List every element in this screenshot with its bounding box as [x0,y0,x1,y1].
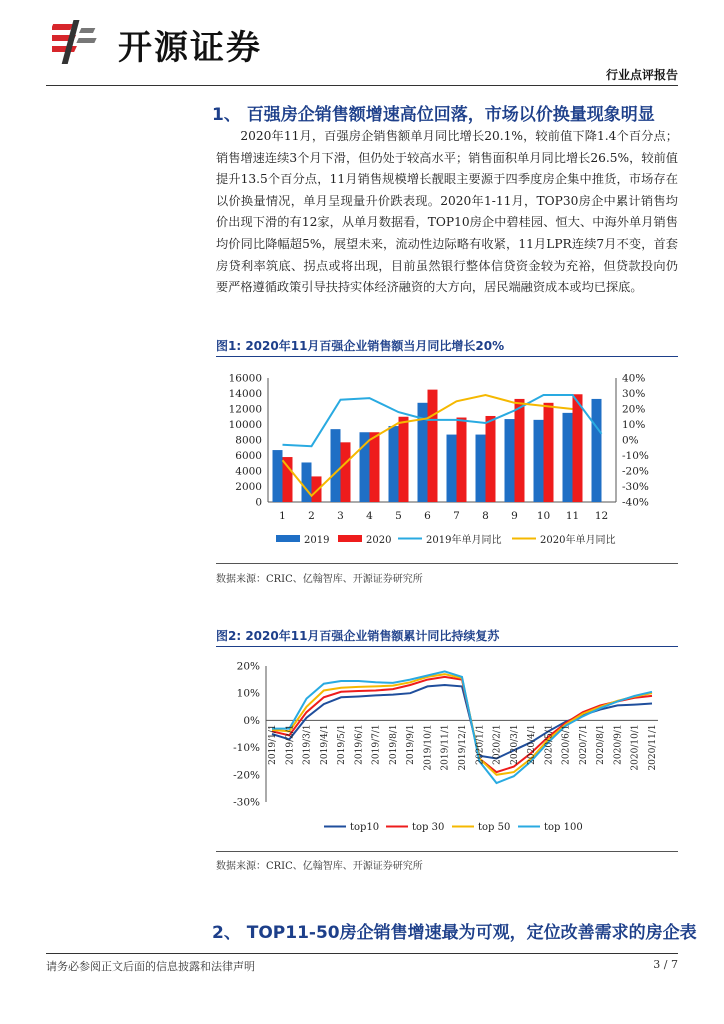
y2-tick-label: -10% [622,450,649,462]
y-tick-label: 10000 [228,419,262,431]
x-tick-label: 2020/8/1 [596,724,607,765]
figure-1-chart [216,360,678,560]
section-2-title: 2、 TOP11-50房企销售增速最为可观，定位改善需求的房企表 [212,923,697,943]
y2-tick-label: 0% [622,434,639,447]
y-tick-label: 2000 [235,481,262,493]
legend-label: top 100 [544,822,583,833]
figure-2-title: 图2: 2020年11月百强企业销售额累计同比持续复苏 [216,629,500,643]
bar-2019 [563,413,573,502]
y-tick-label: 8000 [235,434,262,447]
legend-label: 2019 [304,535,330,546]
y-tick-label: 12000 [228,403,262,416]
x-tick-label: 2020/7/1 [578,724,589,765]
footer-divider [46,953,678,954]
x-tick-label: 2019/2/1 [285,724,296,765]
x-tick-label: 2019/11/1 [440,724,451,771]
legend-label: top 30 [412,822,445,833]
footer-disclaimer: 请务必参阅正文后面的信息披露和法律声明 [46,960,255,973]
x-tick-label: 2020/5/1 [544,724,555,765]
x-tick-label: 2019/10/1 [423,724,434,771]
x-tick-label: 1 [279,510,286,522]
bar-2020 [341,442,351,502]
bar-2019 [476,435,486,502]
y2-tick-label: -40% [622,496,649,509]
report-type-label: 行业点评报告 [605,68,678,82]
x-tick-label: 5 [395,510,402,522]
x-tick-label: 4 [366,510,373,522]
legend-label: 2020年单月同比 [540,535,616,546]
x-tick-label: 6 [424,510,431,522]
x-tick-label: 2019/5/1 [337,724,348,765]
figure-1-top-rule [216,356,678,357]
bar-2019 [389,426,399,502]
x-tick-label: 11 [565,510,580,522]
x-tick-label: 9 [511,510,518,522]
figure-2-top-rule [216,646,678,647]
y-tick-label: -10% [233,742,260,755]
y-tick-label: 16000 [228,372,262,385]
legend-label: top10 [350,822,380,833]
figure-1-source: 数据来源：CRIC、亿翰智库、开源证券研究所 [216,574,423,585]
bar-2020 [312,476,322,502]
bar-2020 [486,416,496,502]
x-tick-label: 2019/12/1 [458,724,468,771]
y-tick-label: 20% [236,660,260,673]
figure-1-bottom-rule [216,563,678,564]
figure-2-bottom-rule [216,851,678,852]
bar-2019 [447,435,457,502]
x-tick-label: 10 [536,510,551,522]
legend-swatch [338,535,362,542]
figure-1-title: 图1: 2020年11月百强企业销售额当月同比增长20% [216,339,505,353]
x-tick-label: 2020/3/1 [509,724,520,765]
x-tick-label: 2019/9/1 [406,724,417,765]
figure-2-chart [216,650,678,845]
y2-tick-label: 20% [622,403,646,416]
x-tick-label: 8 [482,510,489,522]
y2-tick-label: 30% [622,388,646,400]
x-tick-label: 7 [453,510,460,522]
x-tick-label: 2 [308,510,315,522]
legend-label: top 50 [478,822,511,833]
y-tick-label: -20% [233,769,260,782]
x-tick-label: 2020/10/1 [630,724,641,771]
figure-2-source: 数据来源：CRIC、亿翰智库、开源证券研究所 [216,861,423,872]
bar-2019 [534,420,544,502]
x-tick-label: 2019/6/1 [354,724,365,765]
bar-2020 [573,394,583,502]
x-tick-label: 2019/1/1 [268,724,278,765]
x-tick-label: 2020/9/1 [613,724,624,765]
x-tick-label: 2019/8/1 [388,724,399,765]
bar-2019 [505,419,515,502]
bar-2019 [592,399,602,502]
y2-tick-label: 10% [622,419,646,431]
bar-2020 [544,403,554,502]
section-1-paragraph: 2020年11月，百强房企销售额单月同比增长20.1%，较前值下降1.4个百分点；销售增速连续3个月下滑，但仍处于较高水平；销售面积单月同比增长26.5%，较前值提升13.5个百分点，11月销售规模增长靓眼主要源于四季度房企集中推货，市场存在以价换量情况，单月呈现量升价跌表现。2020年1-11月，TOP30房企中累计销售均价出现下滑的有12家，从单月数据看，TOP10房企中碧桂园、恒大、中海外单月销售均价同比降幅超5%，展望未来，流动性边际略有收紧，11月LPR连续7月不变，首套房贷利率筑底、拐点或将出现，目前虽然银行整体信贷资金较为充裕，但贷款投向仍要严格遵循政策引导扶持实体经济融资的大方向，居民端融资成本或均已探底。 [216,129,678,295]
bar-2019 [273,450,283,502]
bar-2020 [428,390,438,502]
x-tick-label: 2020/6/1 [561,724,572,765]
legend-label: 2020 [366,535,392,546]
y-tick-label: 10% [236,687,260,700]
x-tick-label: 2020/2/1 [492,724,503,765]
line-2019-yoy [283,395,602,446]
y-tick-label: 14000 [228,388,262,400]
x-tick-label: 2020/1/1 [475,724,486,765]
y-tick-label: 0% [243,714,260,727]
x-tick-label: 2019/4/1 [319,724,330,765]
header-divider [46,85,678,86]
logo-mark [52,18,112,68]
bar-2020 [457,418,467,502]
x-tick-label: 2020/11/1 [648,724,658,771]
bar-2020 [515,399,525,502]
x-tick-label: 2020/4/1 [527,724,538,765]
bar-2020 [283,457,293,502]
y-tick-label: -30% [233,796,260,809]
y2-tick-label: -30% [622,481,649,493]
logo-text: 开源证券 [118,28,262,68]
section-1-title: 1、 百强房企销售额增速高位回落，市场以价换量现象明显 [212,105,655,125]
y-tick-label: 0 [255,496,262,509]
legend-swatch [276,535,300,542]
bar-2020 [370,432,380,502]
x-tick-label: 3 [337,510,344,522]
bar-2020 [399,417,409,502]
bar-2019 [302,462,312,502]
bar-2019 [331,429,341,502]
legend-label: 2019年单月同比 [426,535,502,546]
y2-tick-label: -20% [622,465,649,478]
y-tick-label: 4000 [235,465,262,478]
x-tick-label: 2019/3/1 [302,724,313,765]
y-tick-label: 6000 [235,450,262,462]
x-tick-label: 2019/7/1 [371,724,382,765]
x-tick-label: 12 [594,510,609,522]
page-number: 3 / 7 [653,958,678,971]
y2-tick-label: 40% [622,372,646,385]
